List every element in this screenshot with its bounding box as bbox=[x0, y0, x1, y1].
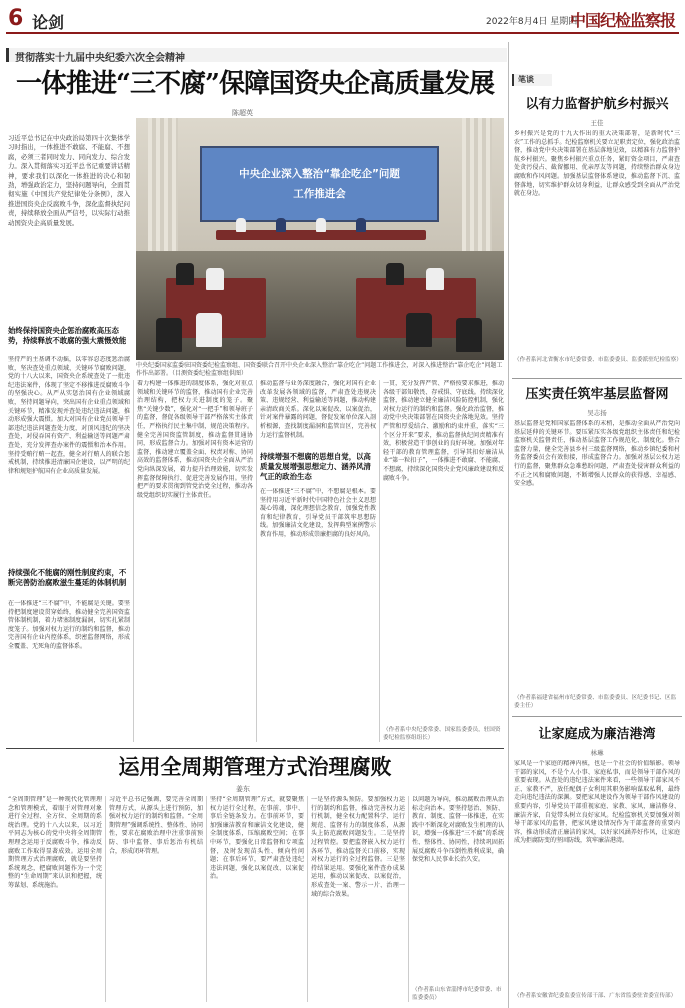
column-divider bbox=[256, 380, 257, 742]
lead-col3-text: 推动监督与业务深度融合，强化对国有企业改革发展各领域的监督，严肃查处违规决策、违规经营、利益输送等问题，推动构建亲清政商关系。深化以案促改、以案促治，针对案件暴露的问题，督促发案单位深入剖析根源，查找制度漏洞和监管盲区，完善权力运行监督机制。 bbox=[260, 380, 376, 439]
lead-col1-text-a: 坚持严的主基调不动摇，以零容忍态度惩治腐败，坚决查处重点领域、关键环节腐败问题，党的十八大以来，国资央企系统查处了一批违纪违法案件，体现了坚定不移推进反腐败斗争的坚强决心。从严从实惩治国有企业领域腐败，坚持问题导向，突出国有企业重点领域和关键环节，精准发现并查处违纪违法问题，推动形成强大震慑。加大对国有企业党员领导干部违纪违法问题查处力度，对顶风违纪的坚决查处，对侵吞国有资产、利益输送等问题严肃查处，充分发挥查办案件的震慑和治本作用。坚持受贿行贿一起查，健全对行贿人的联合惩戒机制，持续推进清廉国企建设，以严明的纪律和规矩护航国有企业高质量发展。 bbox=[8, 356, 130, 475]
photo-curtain-left bbox=[148, 118, 178, 251]
lead-subhead-1: 始终保持国资央企惩治腐败高压态势，持续释放不敢腐的强大震慑效能 bbox=[8, 326, 127, 345]
column-divider bbox=[105, 796, 106, 1002]
sidebar-article3-author: 林琳 bbox=[590, 749, 604, 757]
bottom-col4-text: 一是坚持源头预防。要加强权力运行的制约和监督，推动完善权力运行机制，健全权力配置科学、运行规范、监督有力的制度体系，从源头上防范腐败问题发生。二是坚持过程管控。要把监督嵌入权力运行各环节，推动监督关口前移，实现对权力运行的全过程监督。三是坚持结果运用。要强化案件查办成果运用，推动以案促改、以案促治，形成查处一案、警示一片、治理一域的综合效果。 bbox=[311, 796, 405, 898]
page-number: 6 bbox=[8, 6, 24, 31]
photo-person bbox=[356, 218, 366, 232]
column-divider bbox=[307, 796, 308, 1002]
bottom-col3-text: 坚持“全周期管理”方式，就要聚焦权力运行全过程，在事前、事中、事后全链条发力。在事前环节，要加强廉洁教育和廉洁文化建设，健全制度体系，压缩腐败空间；在事中环节，要强化日常监督和专项监督，及时发现苗头性、倾向性问题；在事后环节，要严肃查处违纪违法问题，强化以案促改、以案促治。 bbox=[210, 796, 304, 881]
sidebar-article2-title: 压实责任筑牢基层监督网 bbox=[525, 387, 669, 402]
photo-curtain-right bbox=[462, 118, 492, 251]
sidebar-article1-text: 乡村振兴是党的十九大作出的重大决策部署，是新时代“三农”工作的总抓手。纪检监察机关要立足职责定位，强化政治监督，推动党中央决策部署在基层落地见效，以精准有力监督护航乡村振兴。聚焦乡村振兴重点任务，紧盯资金项目，严肃查处贪污侵占、截留挪用、优亲厚友等问题，持续整治群众身边腐败和作风问题。加强基层监督体系建设，推动监督下沉、监督落地，切实维护群众切身利益，让群众感受到全面从严治党就在身边。 bbox=[514, 130, 680, 198]
lead-col4-text: 一贯，充分发挥严管、严格按要求推进，推动各级干部知敬畏、存戒惧、守底线。持续深化监督，推动建立健全廉洁风险防控机制，强化对权力运行的制约和监督。强化政治监督，推动党中央决策部署在国资央企落地见效。坚持严管和厚爱结合、激励和约束并重，落实“三个区分开来”要求，推动监督执纪问责精准有效，积极营造干事创业的良好环境。加强对年轻干部的教育管理监督，引导其扣好廉洁从业“第一粒扣子”，一体推进不敢腐、不能腐、不想腐，持续深化国资央企党风廉政建设和反腐败斗争。 bbox=[383, 380, 504, 482]
column-divider bbox=[408, 796, 409, 1002]
sidebar-rule bbox=[512, 716, 682, 717]
bottom-article-rule bbox=[6, 748, 504, 749]
photo-person bbox=[196, 313, 222, 347]
sidebar-article2-note: （作者系福建省福州市纪委常委、市监委委员、区纪委书记、区监委主任） bbox=[514, 695, 677, 709]
photo-caption: 中央纪委国家监委驻国资委纪检监察组、国资委联合召开中央企业深入整治“靠企吃企”问题工作推进会，对深入推进整治“靠企吃企”问题工作作出部署。（目测资委纪检监察组供图） bbox=[136, 362, 503, 377]
bottom-col5-text: 以问题为导向，推动腐败治理从治标走向治本。要坚持惩治、预防、教育、制度、监督一体推进，在实践中不断深化对腐败发生机理的认识，增强一体推进“三不腐”的系统性、整体性、协同性，持续巩固拓展反腐败斗争压倒性胜利成果，确保党和人民事业长治久安。 bbox=[412, 796, 504, 864]
photo-person bbox=[316, 218, 326, 232]
sidebar-article2-author: 吴志扬 bbox=[587, 409, 607, 417]
photo-screen-line2: 工作推进会 bbox=[293, 188, 346, 200]
sidebar-article3-title: 让家庭成为廉洁港湾 bbox=[538, 727, 656, 742]
lead-subhead-2: 持续强化不能腐的刚性制度约束，不断完善防治腐败滋生蔓延的体制机制 bbox=[8, 568, 127, 587]
sidebar-section-label: 笔谈 bbox=[512, 74, 552, 86]
photo-person bbox=[156, 318, 182, 352]
lead-col1-text-b: 在一体推进“三不腐”中，不能腐是关键。要坚持把制度建设贯穿始终，推动健全完善国资监管体制机制，着力堵塞制度漏洞，切实扎紧制度笼子。加强对权力运行的制约和监督，推动完善国有企业内控体系，织密监督网络，形成全覆盖、无死角的监督体系。 bbox=[8, 600, 130, 650]
photo-screen-line1: 中央企业深入整治“靠企吃企”问题 bbox=[239, 168, 400, 180]
page-header bbox=[6, 6, 679, 34]
sidebar-article3-note: （作者系安徽省纪委监委宣传部干部、广东省监委驻省委宣传部） bbox=[514, 993, 677, 999]
photo-person bbox=[406, 313, 432, 347]
meeting-photo bbox=[136, 118, 504, 360]
sidebar-article1-note: （作者系河北省衡水市纪委常委、市监委委员、监委派驻纪检监察） bbox=[514, 357, 682, 363]
photo-person bbox=[386, 263, 404, 285]
photo-screen bbox=[200, 146, 439, 222]
lead-col3-text-b: 在一体推进“三不腐”中，不想腐是根本。要坚持用习近平新时代中国特色社会主义思想凝心铸魂，深化理想信念教育，加强党性教育和纪律教育，引导党员干部筑牢思想防线。加强廉洁文化建设，发挥典型案例警示教育作用，推动形成崇廉拒腐的良好风尚。 bbox=[260, 488, 376, 538]
column-divider bbox=[206, 796, 207, 1002]
bottom-article-author: 姜东 bbox=[236, 785, 250, 793]
sidebar-divider bbox=[508, 42, 509, 1008]
photo-person bbox=[426, 268, 444, 290]
section-name: 论剑 bbox=[32, 13, 65, 32]
bottom-col2-text: 习近平总书记强调，要完善全周期管理方式，从源头上进行预防，加强对权力运行的制约和监督。“全周期管理”强调系统性、整体性、协同性，要求在腐败治理中注重事前预防、事中监督、事后惩治有机结合，形成闭环管理。 bbox=[109, 796, 203, 855]
sidebar-article3-text: 家风是一个家庭的精神内核，也是一个社会的价值缩影。领导干部的家风，不是个人小事、家庭私事，而是领导干部作风的重要表现。从查处的违纪违法案件来看，一些领导干部家风不正、家教不严，放任配偶子女利用其职务影响谋取私利，最终走向违纪违法的深渊。要把家风建设作为领导干部作风建设的重要内容，引导党员干部重视家庭、家教、家风，廉洁修身、廉洁齐家，自觉带头树立良好家风。纪检监察机关要加强对领导干部家风的监督，把家风建设情况作为干部监督的重要内容，推动形成清正廉洁的家风，以好家风涵养好作风，让家庭成为拒腐防变的坚固防线，筑牢廉洁港湾。 bbox=[514, 760, 680, 845]
photo-person bbox=[456, 318, 482, 352]
column-divider bbox=[133, 380, 134, 742]
bottom-author-note: （作者系山东省淄博市纪委常委、市监委委员） bbox=[412, 987, 502, 1001]
sidebar-article1-author: 王佳 bbox=[590, 119, 604, 127]
lead-col2-text: 着力构建一体推进的制度体系，强化对重点领域和关键环节的监督，推动国有企业完善治理结构，把权力关进制度的笼子。聚焦“关键少数”，强化对“一把手”和领导班子的监督，督促各级领导干部严格落实主体责任，严格执行民主集中制，规范决策程序。健全完善国资监管制度，推动监督贯通协同，形成监督合力。加强对国有资本运营的监督，推动建立覆盖全面、权责对称、协同高效的监督体系，推动国资央企全面从严治党向纵深发展，着力提升治理效能，切实发挥监督保障执行、促进完善发展作用。坚持把严的要求贯彻到管党治党全过程，推动各级党组织切实履行主体责任。 bbox=[137, 380, 253, 499]
theme-banner-text: 贯彻落实十九届中央纪委六次全会精神 bbox=[15, 53, 185, 64]
lead-article-intro: 习近平总书记在中央政治局第四十次集体学习时指出，一体推进不敢腐、不能腐、不想腐，必须三者同时发力、同向发力、综合发力。深入贯彻落实习近平总书记重要讲话精神，要求我们以深化一体推进的决心和韧劲，增强政治定力，坚持问题导向，全面贯彻实施《中国共产党纪律处分条例》，深入推进国资央企反腐败斗争，深化监督执纪问责，持续释放全面从严信号，以实际行动推动国资央企高质量发展。 bbox=[8, 134, 130, 227]
issue-date: 2022年8月4日 星期四 bbox=[486, 17, 578, 27]
column-divider bbox=[379, 380, 380, 742]
lead-article-author: 陈超英 bbox=[232, 109, 253, 117]
lead-author-note: （作者系中央纪委常委、国家监委委员，驻国资委纪检监察组组长） bbox=[383, 727, 501, 741]
sidebar-article2-text: 基层监督是党和国家监督体系的末梢，是推动全面从严治党向基层延伸的关键环节。要压紧压实各级党组织主体责任和纪检监察机关监督责任，推动基层监督工作规范化、制度化。整合监督力量，健全完善县乡村三级监督网络，推动乡镇纪委和村务监督委员会有效衔接，形成监督合力。加强对基层公权力运行的监督，聚焦群众急难愁盼问题，严肃查处侵害群众利益的不正之风和腐败问题，不断增强人民群众的获得感、幸福感、安全感。 bbox=[514, 420, 680, 488]
theme-banner bbox=[6, 48, 507, 62]
photo-person bbox=[236, 218, 246, 232]
sidebar-article1-title: 以有力监督护航乡村振兴 bbox=[525, 97, 669, 112]
bottom-article-title: 运用全周期管理方式治理腐败 bbox=[118, 754, 392, 779]
lead-subhead-3: 持续增强不想腐的思想自觉，以高质量发展增强思想定力、涵养风清气正的政治生态 bbox=[260, 452, 371, 481]
bottom-col1-text: “全周期管理”是一种现代化管理理念和管理模式，着眼于对管理对象进行全过程、全方位、全周期的系统治理。党的十八大以来，以习近平同志为核心的党中央将全周期管理理念运用于反腐败斗争，推动反腐败工作取得显著成效。运用全周期管理方式治理腐败，就是要坚持系统观念，把腐败问题作为一个完整的“生命周期”来认识和把握，统筹谋划、系统施治。 bbox=[8, 796, 102, 889]
newspaper-masthead: 中国纪检监察报 bbox=[569, 11, 675, 30]
lead-article-title: 一体推进“三不腐”保障国资央企高质量发展 bbox=[16, 69, 494, 99]
sidebar-rule bbox=[512, 378, 682, 379]
photo-person bbox=[276, 218, 286, 232]
photo-person bbox=[206, 268, 224, 290]
photo-person bbox=[176, 263, 194, 285]
